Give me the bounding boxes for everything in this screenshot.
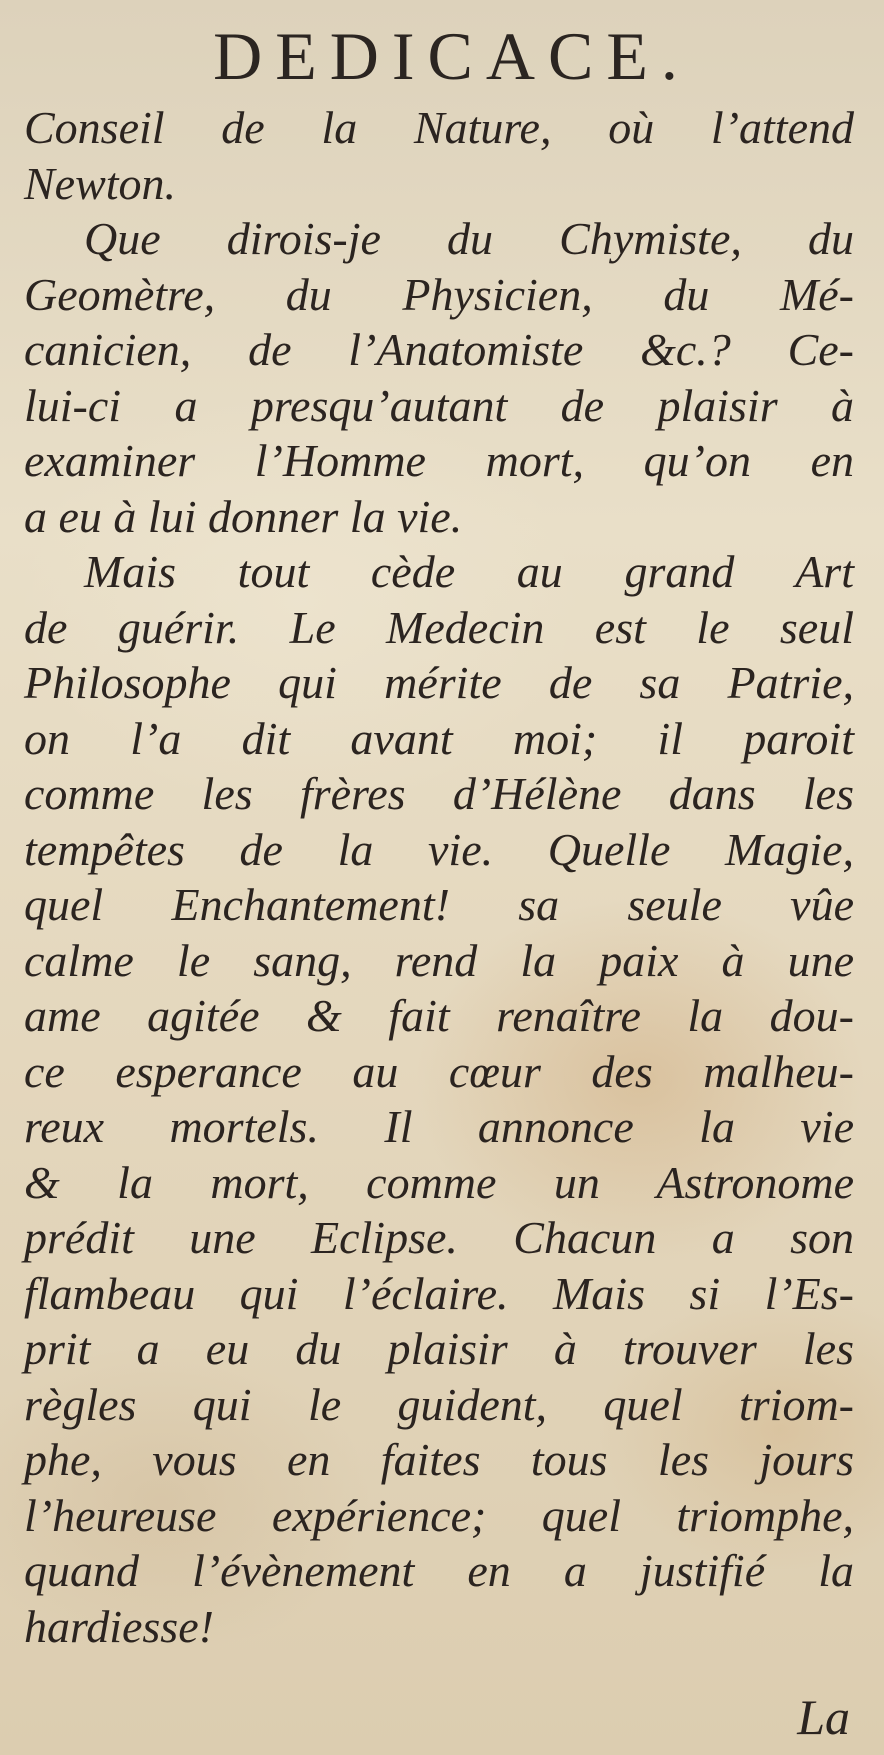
text-line: Philosophe qui mérite de sa Patrie, <box>24 657 854 708</box>
text-line: phe, vous en faites tous les jours <box>24 1434 854 1485</box>
text-line: quand l’évènement en a justifié la <box>24 1545 854 1596</box>
body-text <box>24 100 854 1654</box>
text-line: ce esperance au cœur des malheu- <box>24 1045 854 1097</box>
text-line: canicien, de l’Anatomiste &c.? Ce- <box>24 324 854 375</box>
text-line: on l’a dit avant moi; il paroit <box>24 712 854 764</box>
text-line: l’heureuse expérience; quel triomphe, <box>24 1489 854 1541</box>
text-line: règles qui le guident, quel triom- <box>24 1378 854 1430</box>
text-line: prit a eu du plaisir à trouver les <box>24 1323 854 1374</box>
text-line: calme le sang, rend la paix à une <box>24 934 854 986</box>
text-line: prédit une Eclipse. Chacun a son <box>24 1212 854 1263</box>
text-line: & la mort, comme un Astronome <box>24 1156 854 1208</box>
text-line: tempêtes de la vie. Quelle Magie, <box>24 823 854 875</box>
text-line: Mais tout cède au grand Art <box>84 546 854 597</box>
text-line: hardiesse! <box>24 1600 214 1652</box>
text-line: lui-ci a presqu’autant de plaisir à <box>24 379 854 431</box>
text-line: Geomètre, du Physicien, du Mé- <box>24 268 854 320</box>
text-line: Conseil de la Nature, où l’attend <box>24 102 854 153</box>
text-line: Que dirois-je du Chymiste, du <box>84 213 854 264</box>
running-header: DEDICACE. <box>213 18 691 94</box>
text-line: comme les frères d’Hélène dans les <box>24 768 854 819</box>
text-line: Newton. <box>24 157 177 209</box>
text-line: flambeau qui l’éclaire. Mais si l’Es- <box>24 1267 854 1319</box>
text-line: examiner l’Homme mort, qu’on en <box>24 435 854 486</box>
text-line: a eu à lui donner la vie. <box>24 490 463 542</box>
text-line: ame agitée & fait renaître la dou- <box>24 990 854 1041</box>
text-line: quel Enchantement! sa seule vûe <box>24 879 854 930</box>
text-line: reux mortels. Il annonce la vie <box>24 1101 854 1152</box>
text-line: de guérir. Le Medecin est le seul <box>24 601 854 653</box>
catchword: La <box>797 1689 850 1745</box>
